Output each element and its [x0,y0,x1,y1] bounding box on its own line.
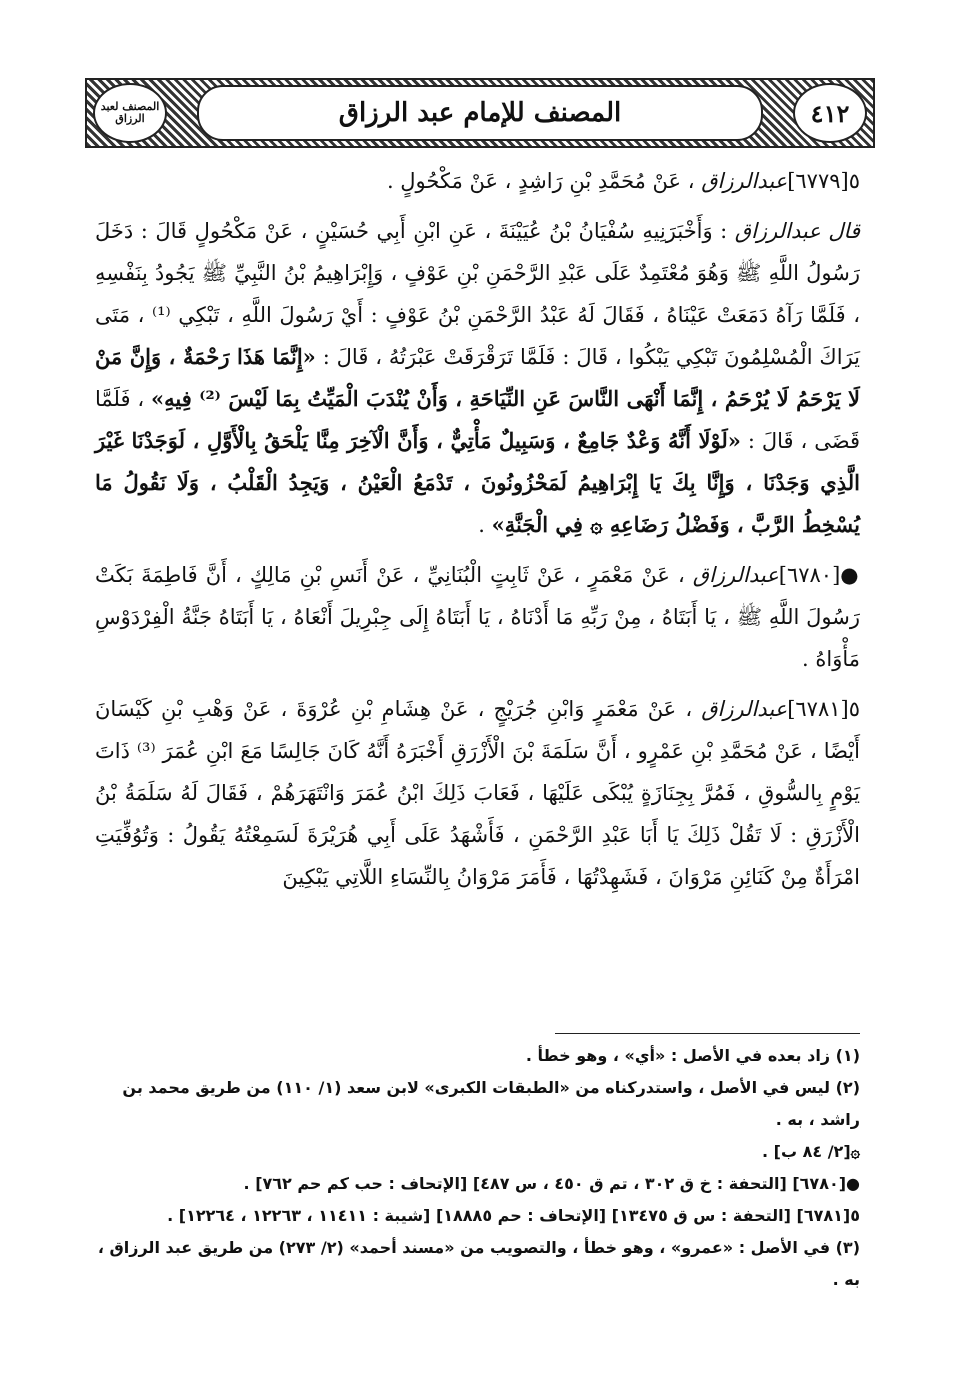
narrator-name: قال عبدالرزاق [734,219,860,243]
hadith-text: : وَأَخْبَرَنِيهِ سُفْيَانُ بْنُ عُيَيْنَةَ ، عَنِ ابْنِ أَبِي حُسَيْنٍ ، عَنْ مَكْحُولٍ قَالَ : دَخَلَ رَسُولُ اللَّهِ ﷺ وَهُوَ مُعْتَمِدٌ عَلَى عَبْدِ الرَّحْمَنِ بْنِ عَوْفٍ ، وَإِبْرَاهِيمُ بْنُ النَّبِيِّ ﷺ يَجُودُ بِنَفْسِهِ ، فَلَمَّا رَآهُ دَمَعَتْ عَيْنَاهُ ، فَقَالَ لَهُ عَبْدُ الرَّحْمَنِ بْنُ عَوْفٍ : أَيْ رَسُولَ اللَّهِ ، تَبْكِي ⁽¹⁾ ، مَتَى يَرَاكَ الْمُسْلِمُونَ تَبْكِي يَبْكُوا ، قَالَ : فَلَمَّا تَرَقْرَقَتْ عَبْرَتُهُ ، قَالَ : [95,219,860,369]
hadith-number: [٦٧٧٩] [787,169,849,193]
hadith-marker: ٥ [848,169,860,193]
hadith-marker: ٥ [848,697,860,721]
page-number: ٤١٢ [793,83,867,143]
hadith-text: ، عَنْ مَعْمَرٍ ، عَنْ ثَابِتٍ الْبُنَانِيِّ ، عَنْ أَنَسِ بْنِ مَالِكٍ ، أَنَّ فَاطِمَةَ بَكَتْ رَسُولَ اللَّهِ ﷺ ، يَا أَبَتَاهُ ، مِنْ رَبِّهِ مَا أَدْنَاهُ ، يَا أَبَتَاهُ إِلَى جِبْرِيلَ أَنْعَاهُ ، يَا أَبَتَاهُ جَنَّةُ الْفِرْدَوْسِ مَأْوَاهُ . [95,563,861,671]
hadith-text: ، عَنْ مَعْمَرٍ وَابْنِ جُرَيْجٍ ، عَنْ هِشَامِ بْنِ عُرْوَةَ ، عَنْ وَهْبِ بْنِ كَيْسَانَ أَيْضًا ، عَنْ مُحَمَّدِ بْنِ عَمْرٍو ، أَنَّ سَلَمَةَ بْنَ الْأَزْرَقِ أَخْبَرَهُ أَنَّهُ كَانَ جَالِسًا مَعَ ابْنِ عُمَرَ ⁽³⁾ ذَاتَ يَوْمٍ بِالسُّوقِ ، فَمُرَّ بِجِنَازَةٍ يُبْكَى عَلَيْهَا ، فَعَابَ ذَلِكَ ابْنُ عُمَرَ وَانْتَهَرَهُمْ ، فَقَالَ لَهُ سَلَمَةُ بْنُ الْأَزْرَقِ : لَا تَقُلْ ذَلِكَ يَا أَبَا عَبْدِ الرَّحْمَنِ ، فَأَشْهَدُ عَلَى أَبِي هُرَيْرَةَ لَسَمِعْتُهُ يَقُولُ : وَتُوُفِّيَتِ امْرَأَةٌ مِنْ كَنَائِنِ مَرْوَانَ ، فَشَهِدْتُهَا ، فَأَمَرَ مَرْوَانُ بِالنِّسَاءِ اللَّاتِي يَبْكِينَ [95,697,860,889]
book-title: المصنف للإمام عبد الرزاق [197,85,763,141]
narrator-name: عبدالرزاق [692,563,779,587]
footnote: (٣) في الأصل : «عمرو» ، وهو خطأ ، والتصويب من «مسند أحمد» (٢/ ٢٧٣) من طريق عبد الرزاق ، به . [97,1238,860,1289]
footnote: ۞[٢/ ٨٤ ب] . [761,1142,860,1161]
hadith-text: ، فَلَمَّا قَضَى ، قَالَ : [95,387,860,453]
footnote: ٥[٦٧٨١] [التحفة : س ق ١٣٤٧٥] [الإتحاف : حم ١٨٨٨٥] [شيبة : ١١٤١١ ، ١٢٢٦٣ ، ١٢٢٦٤] . [167,1206,860,1225]
footnote: ●[٦٧٨٠] [التحفة : خ ق ٣٠٢ ، تم ق ٤٥٠ ، س ٤٨٧] [الإتحاف : حب كم حم ٧٦٢] . [243,1174,860,1193]
footnotes [95,1040,860,1296]
main-text [95,160,860,906]
narrator-name: عبدالرزاق [701,169,788,193]
hadith-marker: ● [840,563,860,587]
hadith-number: [٦٧٨١] [787,697,849,721]
footnote: (١) زاد بعده في الأصل : «أي» ، وهو خطأ . [525,1046,860,1065]
hadith-paragraph [95,210,860,546]
hadith-text: ، عَنْ مُحَمَّدِ بْنِ رَاشِدٍ ، عَنْ مَكْحُولٍ . [386,169,702,193]
prophet-speech: «لَوْلَا أَنَّهُ وَعْدٌ جَامِعٌ ، وَسَبِيلٌ مَأْتِيٌّ ، وَأَنَّ الْآخِرَ مِنَّا يَلْحَقُ بِالْأَوَّلِ ، لَوَجَدْنَا غَيْرَ الَّذِي وَجَدْنَا ، وَإِنَّا بِكَ يَا إِبْرَاهِيمُ لَمَحْزُونُونَ ، تَدْمَعُ الْعَيْنُ ، وَيَجِدُ الْقَلْبُ ، وَلَا نَقُولُ مَا يُسْخِطُ الرَّبَّ ، وَفَضْلُ رَضَاعِهِ ۞ فِي الْجَنَّةِ» [95,428,860,537]
hadith-paragraph [95,554,860,680]
footnote: (٢) ليس في الأصل ، واستدركناه من «الطبقات الكبرى» لابن سعد (١/ ١١٠) من طريق محمد بن راشد ، به . [122,1078,860,1129]
hadith-number: [٦٧٨٠] [778,563,841,587]
prophet-speech: «إِنَّمَا هَذَا رَحْمَةٌ ، وَإِنَّ مَنْ لَا يَرْحَمُ لَا يُرْحَمُ ، إِنَّمَا أَنْهَى النَّاسَ عَنِ النِّيَاحَةِ ، وَأَنْ يُنْدَبَ الْمَيِّتُ بِمَا لَيْسَ ⁽²⁾ فِيهِ» [95,344,860,411]
page-header [85,78,875,148]
hadith-paragraph [95,688,860,898]
hadith-paragraph [95,160,860,202]
narrator-name: عبدالرزاق [701,697,788,721]
footnote-divider [555,1033,860,1034]
book-logo: المصنف لعبد الرزاق [93,83,167,143]
hadith-text: . [478,513,492,537]
